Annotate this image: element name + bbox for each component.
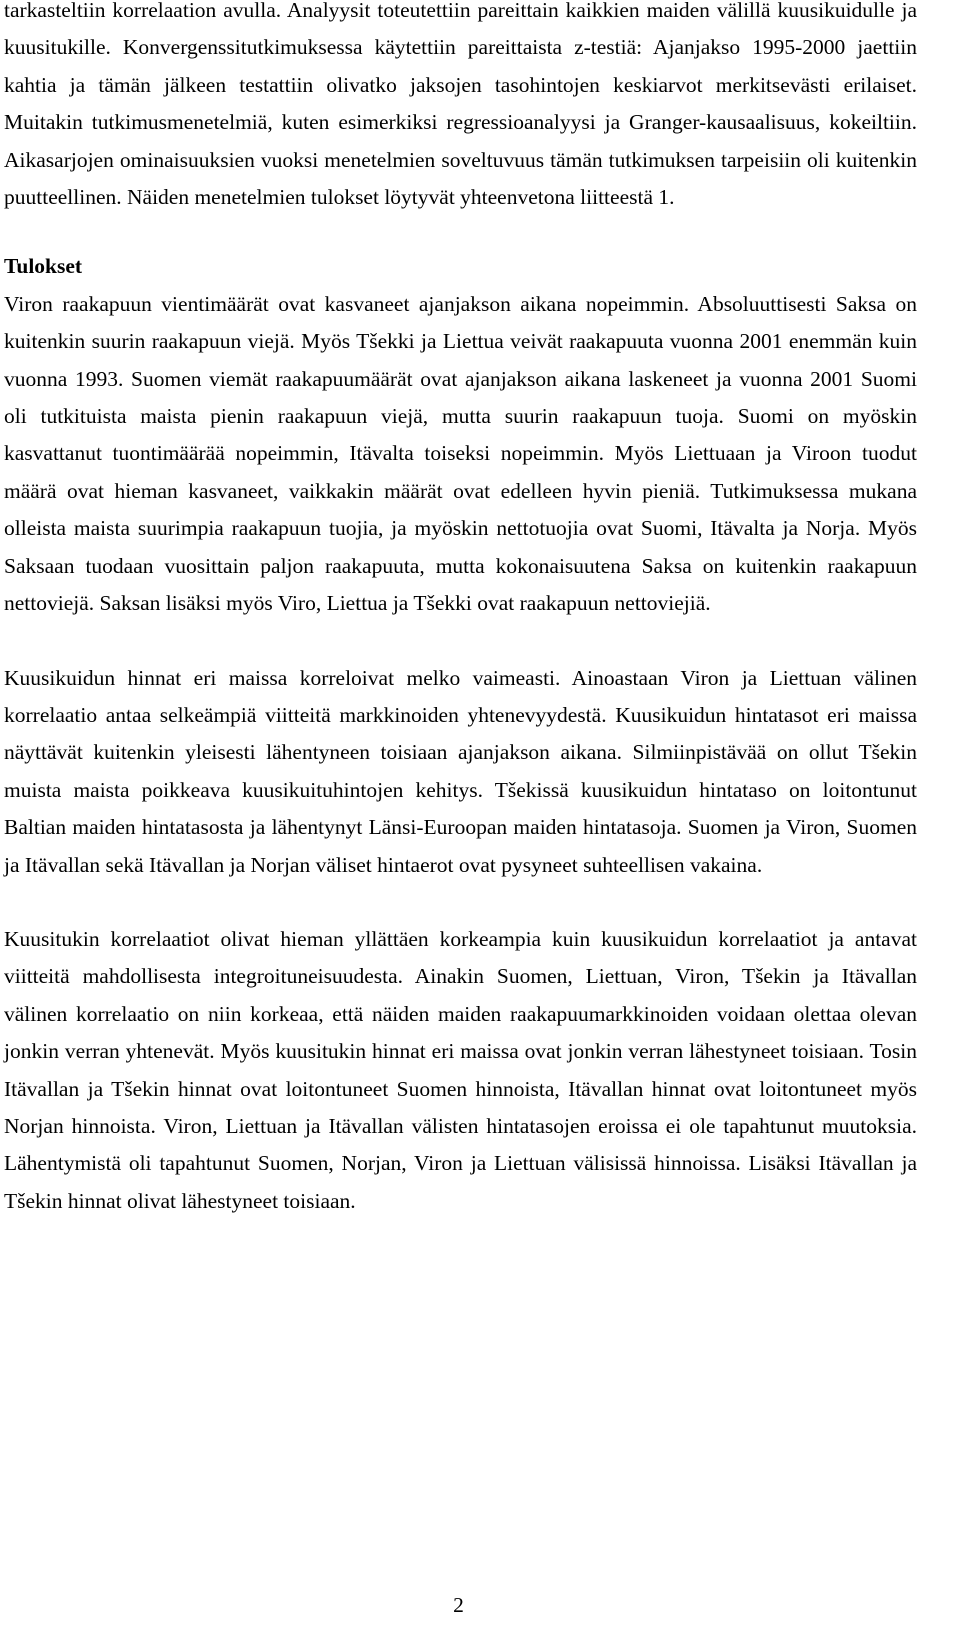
intro-paragraph: tarkasteltiin korrelaation avulla. Analyysit toteutettiin pareittain kaikkien maiden välillä kuusikuidulle ja kuusitukille. Konvergenssitutkimuksessa käytettiin pareittaista z-testiä: Ajanjakso 1995-2000 jaettiin kahtia ja tämän jälkeen testattiin olivatko jaksojen tasohintojen keskiarvot merkitsevästi erilaiset. Muitakin tutkimusmenetelmiä, kuten esimerkiksi regressioanalyysi ja Granger-kausaalisuus, kokeiltiin. Aikasarjojen ominaisuuksien vuoksi menetelmien soveltuvuus tämän tutkimuksen tarpeisiin oli kuitenkin puutteellinen. Näiden menetelmien tulokset löytyvät yhteenvetona liitteestä 1. [4,0,917,210]
results-paragraph-pulpwood-prices: Kuusikuidun hinnat eri maissa korreloivat melko vaimeasti. Ainoastaan Viron ja Liettuan välinen korrelaatio antaa selkeämpiä viitteitä markkinoiden yhtenevyydestä. Kuusikuidun hintatasot eri maissa näyttävät kuitenkin yleisesti lähentyneen toisiaan ajanjakson aikana. Silmiinpistävää on ollut Tšekin muista maista poikkeava kuusikuituhintojen kehitys. Tšekissä kuusikuidun hintataso on loitontunut Baltian maiden hintatasosta ja lähentynyt Länsi-Euroopan maiden hintatasoja. Suomen ja Viron, Suomen ja Itävallan sekä Itävallan ja Norjan väliset hintaerot ovat pysyneet suhteellisen vakaina. [4,665,917,877]
page-body [4,0,917,1220]
section-heading-tulokset: Tulokset [4,254,83,279]
results-paragraph-raw-wood-trade: Viron raakapuun vientimäärät ovat kasvaneet ajanjakson aikana nopeimmin. Absoluuttisesti Saksa on kuitenkin suurin raakapuun viejä. Myös Tšekki ja Liettua veivät raakapuuta vuonna 2001 enemmän kuin vuonna 1993. Suomen viemät raakapuumäärät ovat ajanjakson aikana laskeneet ja vuonna 2001 Suomi oli tutkituista maista pienin raakapuun viejä, mutta suurin raakapuun tuoja. Suomi on myöskin kasvattanut tuontimäärää nopeimmin, Itävalta toiseksi nopeimmin. Myös Liettuaan ja Viroon tuodut määrä ovat hieman kasvaneet, vaikkakin määrät ovat edelleen hyvin pieniä. Tutkimuksessa mukana olleista maista suurimpia raakapuun tuojia, ja myöskin nettotuojia ovat Suomi, Itävalta ja Norja. Myös Saksaan tuodaan vuosittain paljon raakapuuta, mutta kokonaisuutena Saksa on kuitenkin raakapuun nettoviejä. Saksan lisäksi myös Viro, Liettua ja Tšekki ovat raakapuun nettoviejiä. [4,291,917,616]
page-number: 2 [453,1593,464,1617]
results-paragraph-sawlog-correlations: Kuusitukin korrelaatiot olivat hieman yllättäen korkeampia kuin kuusikuidun korrelaatiot ja antavat viitteitä mahdollisesta integroituneisuudesta. Ainakin Suomen, Liettuan, Viron, Tšekin ja Itävallan välinen korrelaatio on niin korkeaa, että näiden maiden raakapuumarkkinoiden voidaan olettaa olevan jonkin verran yhtenevät. Myös kuusitukin hinnat eri maissa ovat jonkin verran lähestyneet toisiaan. Tosin Itävallan ja Tšekin hinnat ovat loitontuneet Suomen hinnoista, Itävallan hinnat ovat loitontuneet myös Norjan hinnoista. Viron, Liettuan ja Itävallan välisten hintatasojen eroissa ei ole tapahtunut muutoksia. Lähentymistä oli tapahtunut Suomen, Norjan, Viron ja Liettuan välisissä hinnoissa. Lisäksi Itävallan ja Tšekin hinnat olivat lähestyneet toisiaan. [4,926,917,1213]
